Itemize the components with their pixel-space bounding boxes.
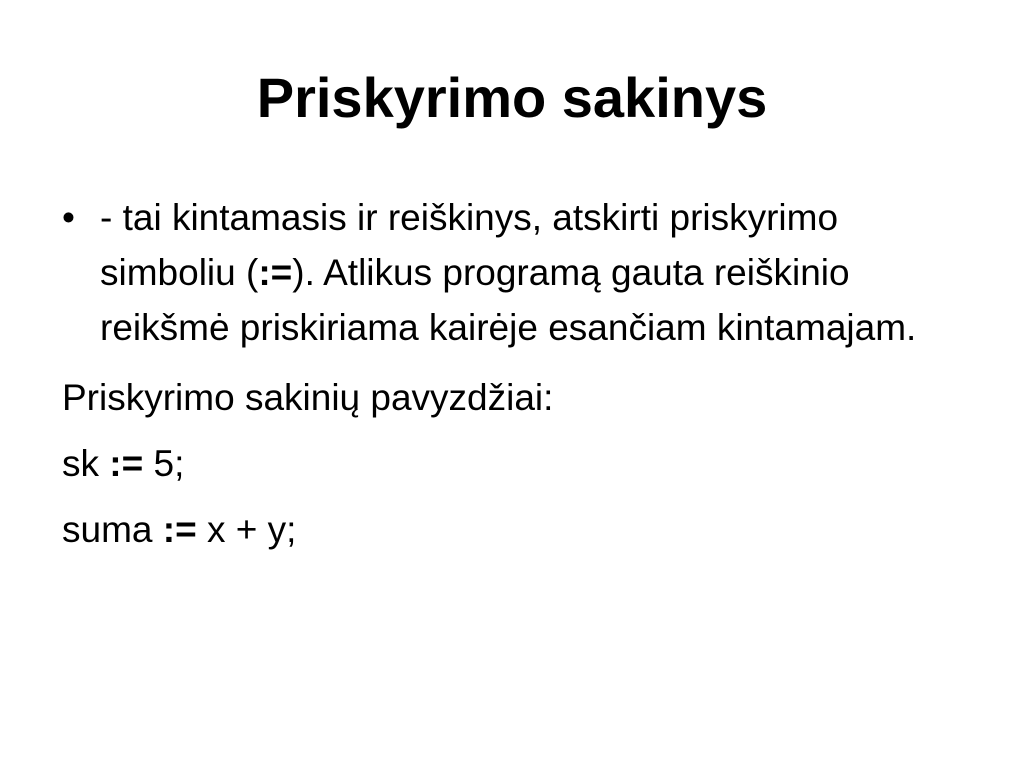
example-lhs: sk: [62, 443, 110, 484]
slide-content: [62, 190, 982, 557]
assignment-operator: :=: [258, 252, 293, 293]
example-operator: :=: [162, 509, 197, 550]
examples-heading: Priskyrimo sakinių pavyzdžiai:: [62, 377, 554, 418]
bullet-text-end: ). Atlikus programą gauta reiškinio reikšmė priskiriama kairėje esančiam kintamajam.: [100, 252, 917, 348]
example-rhs: 5;: [143, 443, 185, 484]
example-operator: :=: [109, 443, 144, 484]
slide-title: Priskyrimo sakinys: [256, 66, 768, 129]
example-line: [62, 436, 982, 491]
bullet-item: [62, 190, 982, 355]
bullet-text-start: - tai kintamasis ir reiškinys, atskirti priskyrimo simboliu (: [100, 197, 839, 293]
bullet-marker: •: [62, 197, 75, 238]
example-rhs: x + y;: [196, 509, 297, 550]
example-lhs: suma: [62, 509, 163, 550]
example-line: [62, 502, 982, 557]
